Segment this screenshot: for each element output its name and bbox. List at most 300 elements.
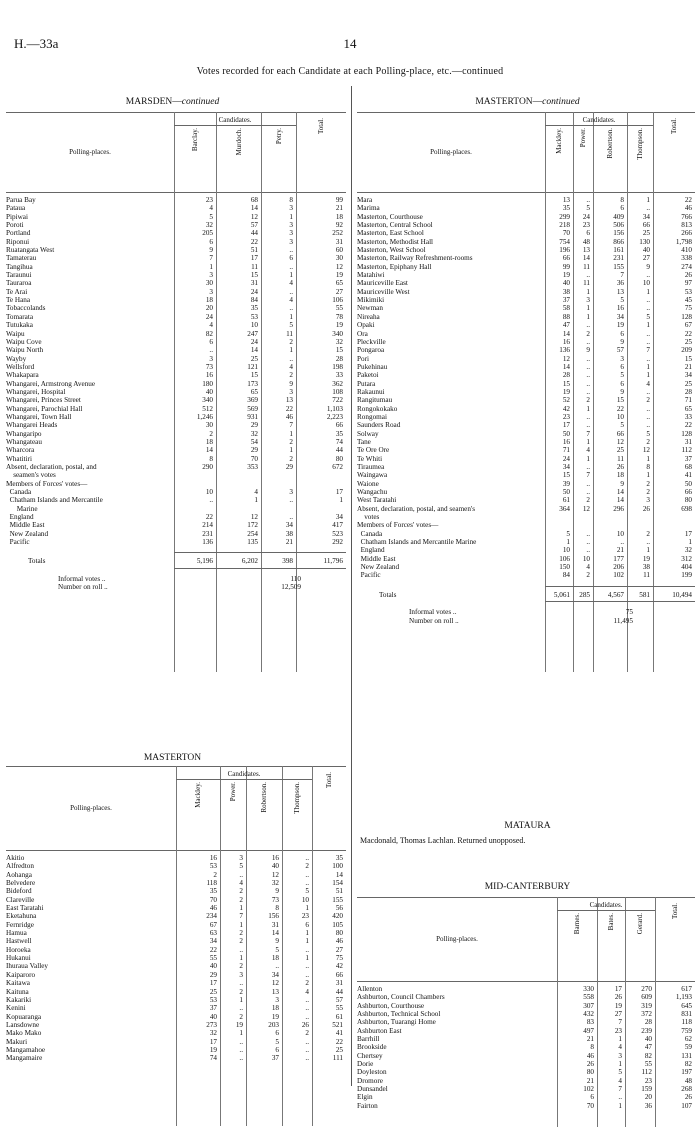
table-row: [6, 254, 346, 262]
vote-cell: 111: [332, 1054, 343, 1063]
table-row: [6, 304, 346, 312]
vote-cell: 409: [613, 212, 624, 221]
vote-cell: 16: [616, 304, 624, 313]
mataura-title: MATAURA: [504, 821, 551, 831]
vote-cell: 3: [586, 296, 590, 305]
vote-cell: 6: [289, 254, 293, 263]
vote-cell: 61: [562, 496, 570, 505]
vote-cell: 112: [641, 1068, 652, 1077]
vote-cell: 19: [616, 321, 624, 330]
vote-cell: 512: [202, 404, 213, 413]
vote-cell: 23: [301, 912, 309, 921]
table-row: [357, 463, 695, 471]
vote-cell: 198: [332, 362, 343, 371]
informal-votes-row: [357, 608, 695, 616]
table-row: [6, 1038, 346, 1046]
table-row: [357, 530, 695, 538]
vote-cell: 44: [250, 229, 258, 238]
table-row: [357, 471, 695, 479]
vote-cell: 30: [205, 279, 213, 288]
polling-place-name: Pongaroa: [357, 346, 385, 355]
vote-cell: 410: [681, 246, 692, 255]
vote-cell: 65: [250, 387, 258, 396]
vote-cell: ..: [239, 945, 243, 954]
vote-cell: 13: [562, 196, 570, 204]
table-row: [357, 271, 695, 279]
vote-cell: 7: [646, 346, 650, 355]
vote-cell: 26: [586, 1060, 594, 1069]
vote-cell: 2: [646, 479, 650, 488]
polling-place-name: Whangarei Heads: [6, 421, 58, 430]
vote-cell: 17: [335, 488, 343, 497]
vote-cell: 299: [559, 212, 570, 221]
vote-cell: 32: [271, 879, 279, 888]
column-header: Robertson.: [606, 128, 614, 159]
table-row: [6, 862, 346, 870]
vote-cell: 92: [335, 221, 343, 230]
polling-place-name: Nireaha: [357, 312, 380, 321]
vote-cell: ..: [586, 271, 590, 280]
table-row: [357, 488, 695, 496]
vote-cell: 14: [205, 446, 213, 455]
vote-cell: 32: [250, 429, 258, 438]
table-row: [6, 480, 346, 488]
vote-cell: 118: [206, 879, 217, 888]
polling-place-name: England: [357, 546, 385, 555]
marsden-table: [6, 112, 346, 812]
vote-cell: 2: [586, 396, 590, 405]
vote-cell: ..: [586, 488, 590, 497]
vote-cell: 5: [646, 312, 650, 321]
vote-cell: 1: [586, 454, 590, 463]
table-row: [6, 488, 346, 496]
vote-cell: 609: [641, 993, 652, 1002]
vote-cell: 1: [289, 312, 293, 321]
vote-cell: 23: [562, 412, 570, 421]
vote-cell: 12: [250, 212, 258, 221]
vote-cell: 1: [618, 1035, 622, 1044]
polling-place-name: Waione: [357, 479, 379, 488]
vote-cell: 100: [332, 862, 343, 871]
table-row: [6, 321, 346, 329]
polling-place-name: Members of Forces' votes—: [6, 479, 88, 488]
polling-place-name: Matahiwi: [357, 271, 385, 280]
vote-cell: 180: [202, 379, 213, 388]
vote-cell: 1: [289, 212, 293, 221]
vote-cell: 9: [586, 346, 590, 355]
polling-place-name: Fernridge: [6, 920, 34, 929]
vote-cell: 12: [582, 504, 590, 513]
table-row: [357, 363, 695, 371]
candidates-caption: Candidates.: [582, 116, 616, 124]
vote-cell: 8: [620, 196, 624, 204]
vote-cell: 4: [239, 879, 243, 888]
vote-cell: 11: [251, 262, 258, 271]
vote-cell: 203: [268, 1020, 279, 1029]
table-row: [6, 988, 346, 996]
polling-place-name: Ashburton, Courthouse: [357, 1001, 425, 1010]
column-header: Bates.: [607, 913, 615, 931]
vote-cell: 18: [616, 471, 624, 480]
vote-cell: 3: [289, 221, 293, 230]
vote-cell: 57: [616, 346, 624, 355]
vote-cell: 68: [250, 196, 258, 204]
polling-place-name: Ashburton, Council Chambers: [357, 993, 445, 1002]
polling-place-name: Kaiparoro: [6, 970, 36, 979]
vote-cell: 75: [335, 954, 343, 963]
vote-cell: 10: [205, 488, 213, 497]
vote-cell: 53: [209, 862, 217, 871]
vote-cell: 5: [566, 529, 570, 538]
vote-cell: 3: [289, 387, 293, 396]
polling-place-name: Tomarata: [6, 312, 34, 321]
vote-cell: 62: [684, 1035, 692, 1044]
polling-place-name: Tobaccolands: [6, 304, 46, 313]
vote-cell: 39: [562, 479, 570, 488]
table-row: [6, 954, 346, 962]
polling-place-name: Mara: [357, 196, 373, 204]
polling-place-name: Tane: [357, 437, 371, 446]
vote-cell: 15: [562, 471, 570, 480]
vote-cell: 6: [620, 362, 624, 371]
vote-cell: 14: [616, 488, 624, 497]
polling-place-name: Marima: [357, 204, 380, 213]
vote-cell: 29: [250, 446, 258, 455]
vote-cell: 21: [285, 538, 293, 547]
polling-place-name: Whangarei, Armstrong Avenue: [6, 379, 96, 388]
page-number: 14: [343, 36, 357, 51]
vote-cell: 1: [586, 304, 590, 313]
vote-cell: 24: [250, 337, 258, 346]
vote-cell: 53: [684, 287, 692, 296]
polling-place-name: Kaitawa: [6, 979, 30, 988]
polling-place-name: Whangarei, Hospital: [6, 387, 66, 396]
vote-cell: 70: [209, 895, 217, 904]
polling-place-name: Horoeka: [6, 945, 31, 954]
table-row: [6, 513, 346, 521]
summary-value: 75: [625, 608, 633, 617]
vote-cell: 645: [681, 1001, 692, 1010]
table-row: [357, 304, 695, 312]
vote-cell: 231: [613, 254, 624, 263]
vote-cell: 1: [289, 429, 293, 438]
table-row: [6, 271, 346, 279]
vote-cell: ..: [209, 496, 213, 505]
vote-cell: 15: [684, 354, 692, 363]
table-row: [6, 288, 346, 296]
polling-place-name: West Taratahi: [357, 496, 397, 505]
table-row: [357, 413, 695, 421]
polling-place-name: Tangihua: [6, 262, 33, 271]
vote-cell: 2,223: [326, 412, 343, 421]
vote-cell: 17: [209, 979, 217, 988]
table-row: [357, 513, 695, 521]
vote-cell: 84: [562, 571, 570, 580]
vote-cell: 2: [305, 862, 309, 871]
vote-cell: 10: [250, 321, 258, 330]
vote-cell: 17: [684, 529, 692, 538]
vote-cell: 1: [646, 371, 650, 380]
table-row: [6, 346, 346, 354]
table-row: [357, 221, 695, 229]
vote-cell: 4: [254, 488, 258, 497]
summary-value: 12,509: [281, 583, 301, 592]
vote-cell: 159: [641, 1085, 652, 1094]
polling-place-name: Alfredton: [6, 862, 34, 871]
vote-cell: 2: [646, 529, 650, 538]
table-row: [357, 1010, 695, 1018]
vote-cell: 19: [335, 321, 343, 330]
column-header: Gerard.: [636, 913, 644, 935]
vote-cell: 6: [620, 204, 624, 213]
vote-cell: 273: [206, 1020, 217, 1029]
polling-place-name: Chertsey: [357, 1051, 383, 1060]
vote-cell: 9: [289, 379, 293, 388]
vote-cell: 70: [250, 454, 258, 463]
vote-cell: 1,798: [675, 237, 692, 246]
polling-place-name: Whangarei, Town Hall: [6, 412, 72, 421]
vote-cell: 5: [275, 945, 279, 954]
table-row: [6, 388, 346, 396]
vote-cell: 51: [250, 246, 258, 255]
vote-cell: 21: [586, 1076, 594, 1085]
vote-cell: 29: [285, 463, 293, 471]
vote-cell: 16: [209, 854, 217, 862]
polling-place-name: Pukehinau: [357, 362, 388, 371]
polling-place-name: Allenton: [357, 985, 383, 993]
vote-cell: 61: [335, 1012, 343, 1021]
vote-cell: 41: [335, 1029, 343, 1038]
table-row: [6, 979, 346, 987]
vote-cell: 2: [289, 371, 293, 380]
table-row: [6, 446, 346, 454]
polling-place-name: Members of Forces' votes—: [357, 521, 439, 530]
vote-cell: 9: [620, 337, 624, 346]
vote-cell: 340: [202, 396, 213, 405]
table-row: [6, 871, 346, 879]
polling-place-name: Te Whiti: [357, 454, 383, 463]
polling-place-name: Opaki: [357, 321, 375, 330]
vote-cell: 12: [562, 354, 570, 363]
vote-cell: 155: [613, 262, 624, 271]
vote-cell: 25: [335, 1045, 343, 1054]
table-row: [357, 1052, 695, 1060]
vote-cell: 31: [271, 920, 279, 929]
table-row: [357, 505, 695, 513]
vote-cell: 55: [644, 1060, 652, 1069]
vote-cell: ..: [209, 346, 213, 355]
column-header: Petry.: [274, 128, 283, 145]
candidates-rule: [174, 125, 296, 126]
vote-cell: 131: [681, 1051, 692, 1060]
vote-cell: 5,061: [553, 590, 570, 599]
vote-cell: ..: [586, 546, 590, 555]
vote-cell: ..: [646, 337, 650, 346]
vote-cell: 1: [239, 995, 243, 1004]
polling-place-name: Te Ore Ore: [357, 446, 390, 455]
vote-cell: 67: [209, 920, 217, 929]
vote-cell: 9: [620, 387, 624, 396]
polling-place-name: Totals: [379, 590, 397, 599]
vote-cell: 6: [620, 329, 624, 338]
vote-cell: 50: [562, 488, 570, 497]
vote-cell: 2: [586, 496, 590, 505]
vote-cell: 12: [616, 437, 624, 446]
vote-cell: 34: [271, 970, 279, 979]
vote-cell: 813: [681, 221, 692, 230]
table-row: [357, 229, 695, 237]
vote-cell: 37: [271, 1054, 279, 1063]
vote-cell: 10: [582, 554, 590, 563]
table-row: [357, 455, 695, 463]
vote-cell: 19: [335, 271, 343, 280]
vote-cell: 28: [562, 371, 570, 380]
vote-cell: 21: [616, 546, 624, 555]
vote-cell: 12: [250, 513, 258, 522]
vote-cell: 268: [681, 1085, 692, 1094]
vote-cell: 404: [681, 563, 692, 572]
table-row: [6, 1013, 346, 1021]
column-header: Robertson.: [260, 782, 268, 813]
vote-cell: ..: [305, 995, 309, 1004]
vote-cell: 290: [202, 463, 213, 471]
table-rows: [357, 985, 695, 1110]
vote-cell: 3: [209, 354, 213, 363]
vote-cell: 254: [247, 529, 258, 538]
vote-cell: 307: [583, 1001, 594, 1010]
table-row: [6, 887, 346, 895]
vote-cell: 28: [644, 1018, 652, 1027]
vote-cell: 432: [583, 1010, 594, 1019]
vote-cell: 28: [684, 387, 692, 396]
vote-cell: 17: [209, 1037, 217, 1046]
table-row: [357, 1068, 695, 1076]
vote-cell: 60: [335, 246, 343, 255]
table-row: [6, 229, 346, 237]
vote-cell: 48: [684, 1076, 692, 1085]
vote-cell: 931: [247, 412, 258, 421]
vote-cell: 18: [205, 296, 213, 305]
vote-cell: 51: [335, 887, 343, 896]
vote-cell: 1: [289, 271, 293, 280]
vote-cell: 105: [332, 920, 343, 929]
table-row: [6, 380, 346, 388]
vote-cell: 22: [684, 421, 692, 430]
vote-cell: 25: [616, 446, 624, 455]
polling-place-name: votes: [357, 513, 380, 522]
vote-cell: ..: [646, 421, 650, 430]
vote-cell: 1: [646, 321, 650, 330]
vote-cell: 19: [209, 1045, 217, 1054]
candidates-caption: Candidates.: [218, 116, 252, 124]
vote-cell: 196: [559, 246, 570, 255]
table-row: [357, 546, 695, 554]
vote-cell: 73: [271, 895, 279, 904]
vote-cell: 173: [247, 379, 258, 388]
vote-cell: 83: [586, 1018, 594, 1027]
polling-place-name: Saunders Road: [357, 421, 401, 430]
vote-cell: 199: [681, 571, 692, 580]
vote-cell: 31: [335, 979, 343, 988]
vote-cell: 398: [282, 557, 293, 566]
vote-cell: 66: [335, 421, 343, 430]
vote-cell: 19: [614, 1001, 622, 1010]
vote-cell: 99: [562, 262, 570, 271]
vote-cell: 523: [332, 529, 343, 538]
table-row: [357, 388, 695, 396]
vote-cell: 23: [205, 196, 213, 204]
vote-cell: 80: [684, 496, 692, 505]
vote-cell: 6: [209, 337, 213, 346]
table-row: [6, 496, 346, 504]
vote-cell: 11,796: [323, 557, 343, 566]
vote-cell: 34: [335, 513, 343, 522]
vote-cell: 22: [335, 1037, 343, 1046]
vote-cell: 4: [289, 279, 293, 288]
table-row: [6, 929, 346, 937]
vote-cell: 22: [616, 404, 624, 413]
vote-cell: 1: [646, 196, 650, 204]
polling-place-name: Pataua: [6, 204, 26, 213]
vote-cell: 2: [213, 870, 217, 879]
vote-cell: 65: [684, 404, 692, 413]
column-header: Total.: [317, 118, 325, 135]
polling-place-name: Masterton, Epiphany Hall: [357, 262, 432, 271]
vote-cell: 1: [586, 312, 590, 321]
vote-cell: 338: [681, 254, 692, 263]
vote-cell: 4: [586, 446, 590, 455]
vote-cell: ..: [646, 538, 650, 547]
vote-cell: 26: [616, 463, 624, 471]
vote-cell: 26: [684, 271, 692, 280]
vote-cell: 66: [562, 254, 570, 263]
column-header: Total.: [670, 118, 678, 135]
polling-place-name: Mikimiki: [357, 296, 385, 305]
vote-cell: ..: [646, 412, 650, 421]
vote-cell: 14: [562, 362, 570, 371]
table-row: [6, 438, 346, 446]
vote-cell: 8: [209, 454, 213, 463]
vote-cell: 831: [681, 1010, 692, 1019]
polling-place-name: Masterton, West School: [357, 246, 426, 255]
vote-cell: 581: [639, 590, 650, 599]
table-row: [6, 1054, 346, 1062]
vote-cell: 13: [271, 987, 279, 996]
vote-cell: 36: [644, 1101, 652, 1110]
vote-cell: 16: [562, 337, 570, 346]
vote-cell: 558: [583, 993, 594, 1002]
vote-cell: ..: [646, 304, 650, 313]
vote-cell: 754: [559, 237, 570, 246]
polling-place-name: Ora: [357, 329, 368, 338]
vote-cell: 38: [562, 287, 570, 296]
vote-cell: 156: [613, 229, 624, 238]
vote-cell: 20: [644, 1093, 652, 1102]
polling-place-name: Canada: [357, 529, 383, 538]
vote-cell: 9: [620, 479, 624, 488]
vote-cell: 19: [271, 1012, 279, 1021]
vote-cell: ..: [646, 271, 650, 280]
table-row: [357, 380, 695, 388]
vote-cell: 16: [271, 854, 279, 862]
vote-cell: 1: [586, 404, 590, 413]
vote-cell: 7: [620, 271, 624, 280]
column-header: Total.: [671, 903, 679, 920]
vote-cell: 12: [271, 979, 279, 988]
candidates-rule: [545, 125, 653, 126]
vote-cell: 40: [209, 962, 217, 971]
table-row: [6, 413, 346, 421]
